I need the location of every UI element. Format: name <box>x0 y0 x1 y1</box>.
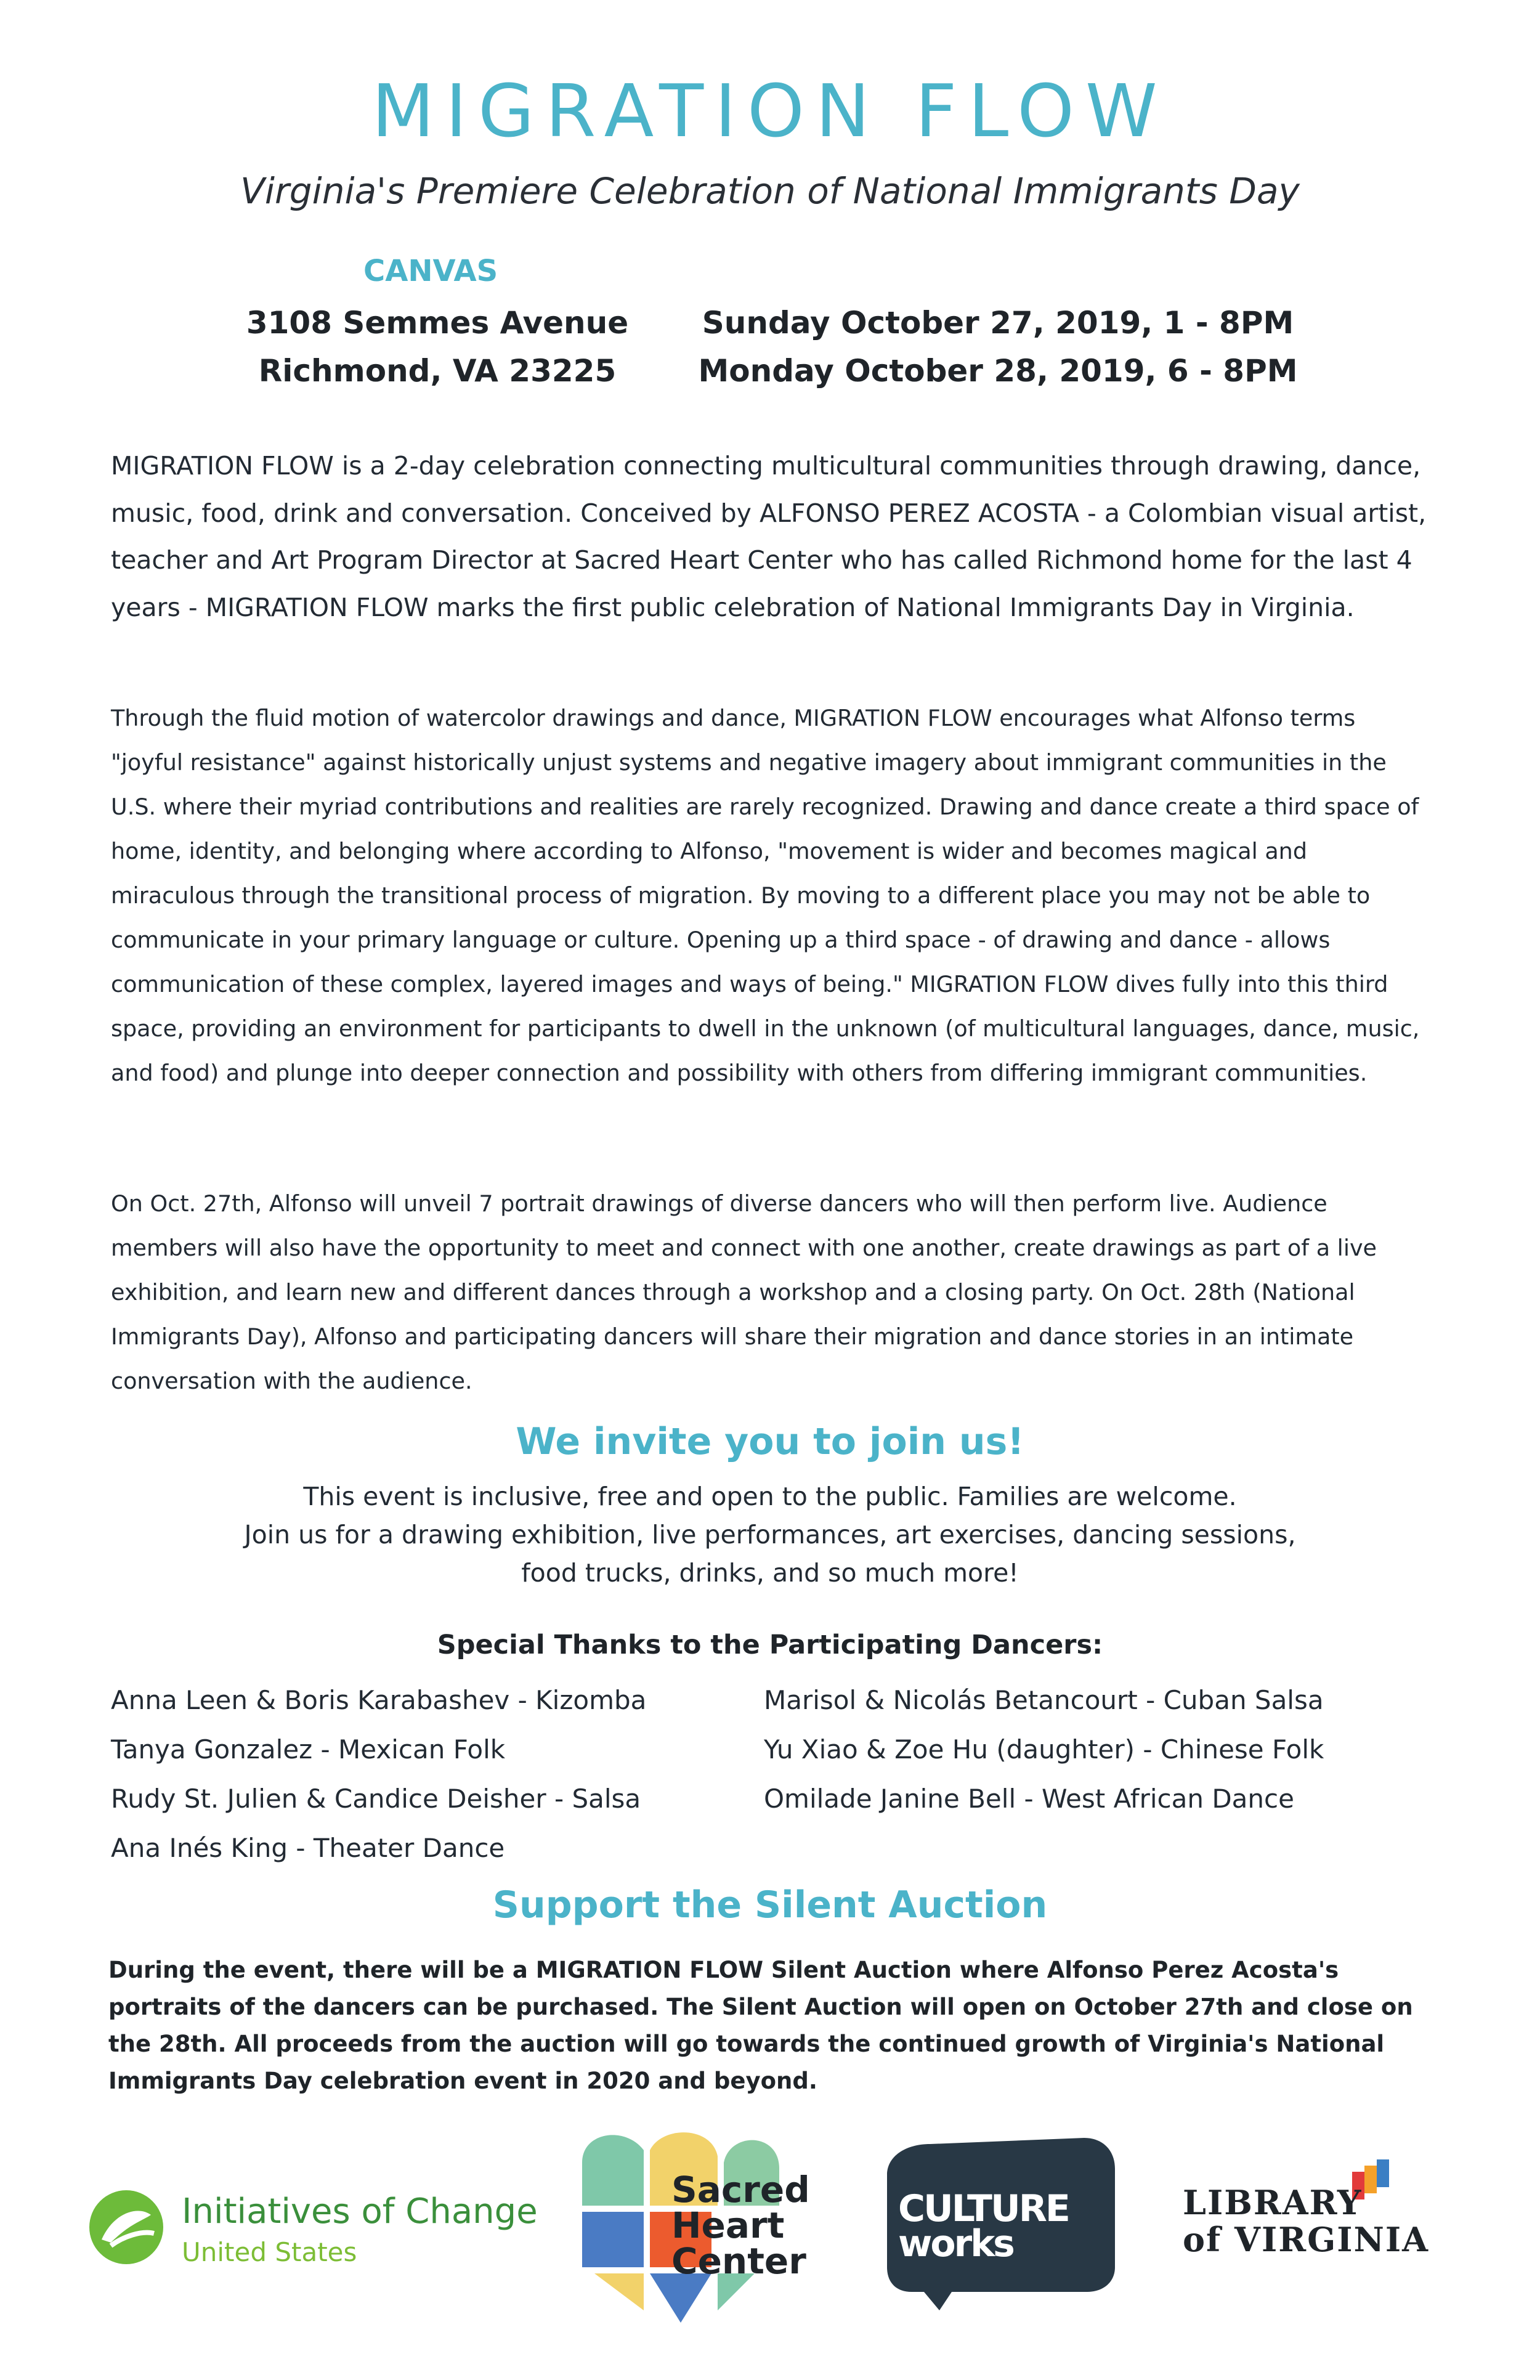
shc-line-1: Sacred <box>671 2169 810 2211</box>
lov-name <box>1183 2184 1429 2258</box>
address-line-1: 3108 Semmes Avenue <box>246 305 629 341</box>
thanks-heading: Special Thanks to the Participating Dancers: <box>437 1630 1103 1660</box>
cw-line-1: CULTURE <box>898 2187 1069 2230</box>
ioc-country: United States <box>182 2237 357 2267</box>
invite-heading: We invite you to join us! <box>516 1420 1024 1463</box>
schedule-paragraph: On Oct. 27th, Alfonso will unveil 7 portrait drawings of diverse dancers who will then perform live. Audience members will also have the opportunity to meet and connect with one another, create drawings as part of a live exhibition, and learn new and different dances through a workshop and a closing party. On Oct. 28th (National Immigrants Day), Alfonso and participating dancers will share their migration and dance stories in an intimate conversation with the audience. <box>111 1190 1377 1394</box>
date-day-1: Sunday October 27, 2019, 1 - 8PM <box>702 305 1294 341</box>
auction-text: During the event, there will be a MIGRATION FLOW Silent Auction where Alfonso Perez Acosta's portraits of the dancers can be purchased. The Silent Auction will open on October 27th and close on the 28th. All proceeds from the auction will go towards the continued growth of Virginia's National Immigrants Day celebration event in 2020 and beyond. <box>108 1957 1413 2094</box>
date-day-2: Monday October 28, 2019, 6 - 8PM <box>698 353 1298 389</box>
page-subtitle: Virginia's Premiere Celebration of National Immigrants Day <box>240 170 1300 212</box>
event-dates <box>696 299 1300 395</box>
page-title: MIGRATION FLOW <box>371 68 1169 153</box>
ioc-name: Initiatives of Change <box>182 2191 538 2232</box>
cw-line-2: works <box>898 2222 1013 2265</box>
list-item: Tanya Gonzalez - Mexican Folk <box>111 1734 506 1765</box>
invite-line-1: This event is inclusive, free and open to the public. Families are welcome. <box>303 1482 1237 1511</box>
list-item: Anna Leen & Boris Karabashev - Kizomba <box>111 1685 647 1715</box>
venue-name: CANVAS <box>363 254 498 288</box>
invite-line-3: food trucks, drinks, and so much more! <box>521 1558 1019 1588</box>
list-item: Ana Inés King - Theater Dance <box>111 1833 505 1863</box>
list-item: Omilade Janine Bell - West African Dance <box>764 1784 1294 1814</box>
invite-text <box>0 1477 1540 1592</box>
shc-line-3: Center <box>671 2240 806 2282</box>
ioc-emblem-icon <box>86 2187 166 2267</box>
invite-line-2: Join us for a drawing exhibition, live performances, art exercises, dancing sessions, <box>244 1520 1296 1549</box>
auction-heading: Support the Silent Auction <box>492 1883 1048 1927</box>
description-paragraph: Through the fluid motion of watercolor drawings and dance, MIGRATION FLOW encourages what Alfonso terms "joyful resistance" against historically unjust systems and negative imagery about immigrant communities in the U.S. where their myriad contributions and realities are rarely recognized. Drawing and dance create a third space of home, identity, and belonging where according to Alfonso, "movement is wider and becomes magical and miraculous through the transitional process of migration. By moving to a different place you may not be able to communicate in your primary language or culture. Opening up a third space - of drawing and dance - allows communication of these complex, layered images and ways of being." MIGRATION FLOW dives fully into this third space, providing an environment for participants to dwell in the unknown (of multicultural languages, dance, music, and food) and plunge into deeper connection and possibility with others from differing immigrant communities. <box>111 705 1420 1086</box>
shc-name <box>671 2169 810 2282</box>
intro-paragraph: MIGRATION FLOW is a 2-day celebration connecting multicultural communities through drawing, dance, music, food, drink and conversation. Conceived by ALFONSO PEREZ ACOSTA - a Colombian visual artist, teacher and Art Program Director at Sacred Heart Center who has called Richmond home for the last 4 years - MIGRATION FLOW marks the first public celebration of National Immigrants Day in Virginia. <box>111 451 1427 622</box>
dancer-list-left <box>111 1676 646 1873</box>
shc-line-2: Heart <box>671 2204 785 2246</box>
dancer-list-right <box>764 1676 1324 1824</box>
list-item: Yu Xiao & Zoe Hu (daughter) - Chinese Folk <box>764 1734 1324 1765</box>
lov-line-1: LIBRARY <box>1183 2183 1363 2222</box>
address-line-2: Richmond, VA 23225 <box>258 353 617 389</box>
list-item: Marisol & Nicolás Betancourt - Cuban Salsa <box>764 1685 1324 1715</box>
list-item: Rudy St. Julien & Candice Deisher - Salsa <box>111 1784 641 1814</box>
venue-address <box>243 299 631 395</box>
lov-line-2: of VIRGINIA <box>1183 2220 1429 2259</box>
